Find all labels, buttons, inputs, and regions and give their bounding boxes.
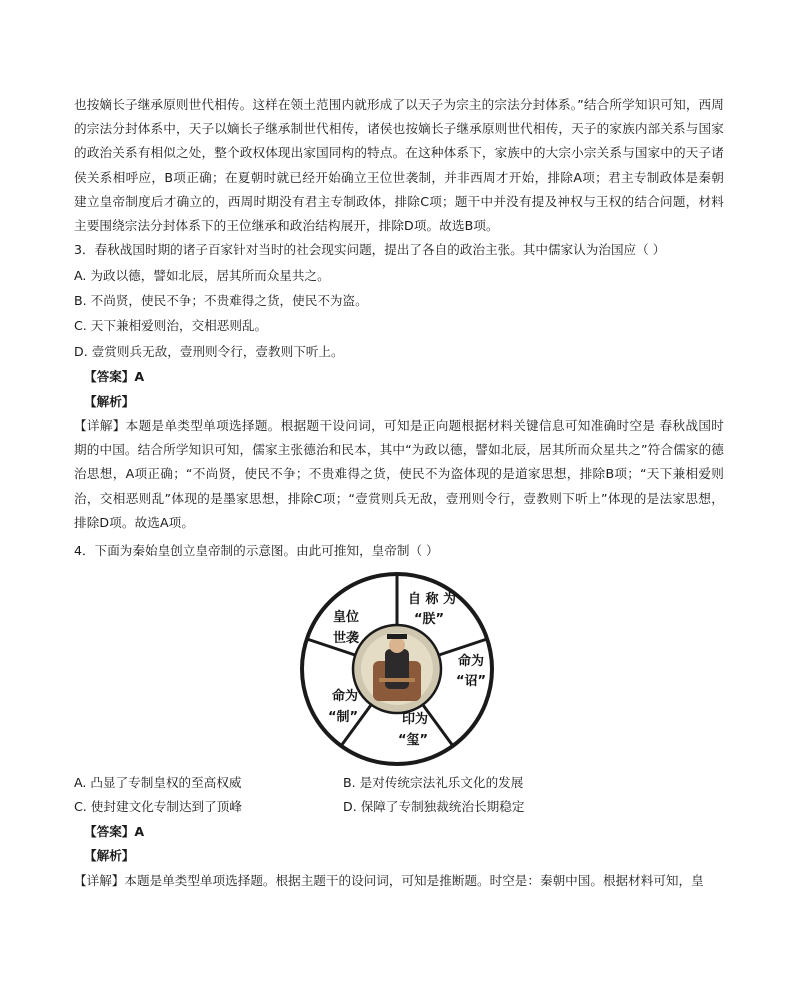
- segment-4-line1: 命为: [331, 689, 359, 704]
- q3-option-d: D. 壹赏则兵无敌，壹刑则令行，壹教则下听上。: [74, 344, 344, 359]
- q4-stem: 4．下面为秦始皇创立皇帝制的示意图。由此可推知，皇帝制（ ）: [74, 543, 439, 558]
- q4-option-b: B. 是对传统宗法礼乐文化的发展: [343, 775, 524, 790]
- q3-analysis-label: 【解析】: [84, 394, 135, 409]
- segment-5-line2: 世袭: [332, 631, 360, 646]
- segment-4-line2: “制”: [327, 710, 359, 725]
- emperor-system-diagram: [289, 565, 509, 769]
- emperor-portrait-icon: [361, 633, 433, 705]
- q3-stem: 3．春秋战国时期的诸子百家针对当时的社会现实问题，提出了各自的政治主张。其中儒家认为治国应（ ）: [74, 242, 666, 257]
- q4-option-d: D. 保障了专制独裁统治长期稳定: [343, 799, 525, 814]
- q3-detail: 【详解】本题是单类型单项选择题。根据题干设问词，可知是正向题根据材料关键信息可知准确时空是 春秋战国时期的中国。结合所学知识可知，儒家主张德治和民本，其中“为政以德，譬如北辰，居其所而众星共之”符合儒家的德治思想，A项正确；“不尚贤，使民不争；不贵难得之货，使民不为盗体现的是道家思想，排除B项；“天下兼相爱则治，交相恶则乱”体现的是墨家思想，排除C项；“壹赏则兵无敌，壹刑则令行，壹教则下听上”体现的是法家思想，排除D项。故选A项。: [74, 418, 724, 530]
- segment-2-line1: 命为: [457, 654, 485, 669]
- top-paragraph: 也按嫡长子继承原则世代相传。这样在领土范围内就形成了以天子为宗主的宗法分封体系。”结合所学知识可知，西周的宗法分封体系中，天子以嫡长子继承制世代相传，诸侯也按嫡长子继承原则世代相传，天子的家族内部关系与国家的政治关系有相似之处，整个政权体现出家国同构的特点。在这种体系下，家族中的大宗小宗关系与国家中的天子诸侯关系相呼应，B项正确；在夏朝时就已经开始确立王位世袭制，并非西周才开始，排除A项；君主专制政体是秦朝建立皇帝制度后才确立的，西周时期没有君主专制政体，排除C项；题干中并没有提及神权与王权的结合问题，材料主要围绕宗法分封体系下的王位继承和政治结构展开，排除D项。故选B项。: [74, 97, 724, 234]
- segment-3-line2: “玺”: [397, 733, 429, 748]
- q4-option-c: C. 使封建文化专制达到了顶峰: [74, 799, 242, 814]
- q3-answer: 【答案】A: [84, 369, 145, 384]
- segment-1-line2: “朕”: [413, 612, 445, 627]
- q3-option-b: B. 不尚贤，使民不争；不贵难得之货，使民不为盗。: [74, 293, 368, 308]
- q3-option-a: A. 为政以德，譬如北辰，居其所而众星共之。: [74, 268, 330, 283]
- q3-option-c: C. 天下兼相爱则治，交相恶则乱。: [74, 318, 268, 333]
- q4-answer: 【答案】A: [84, 824, 145, 839]
- q4-option-a: A. 凸显了专制皇权的至高权威: [74, 775, 242, 790]
- segment-5-line1: 皇位: [332, 610, 360, 625]
- q4-analysis-label: 【解析】: [84, 848, 135, 863]
- q4-detail: 【详解】本题是单类型单项选择题。根据主题干的设问词，可知是推断题。时空是：秦朝中国。根据材料可知，皇: [74, 873, 704, 888]
- segment-2-line2: “诏”: [455, 674, 487, 689]
- segment-1-line1: 自 称 为: [407, 592, 457, 607]
- segment-3-line1: 印为: [401, 712, 429, 727]
